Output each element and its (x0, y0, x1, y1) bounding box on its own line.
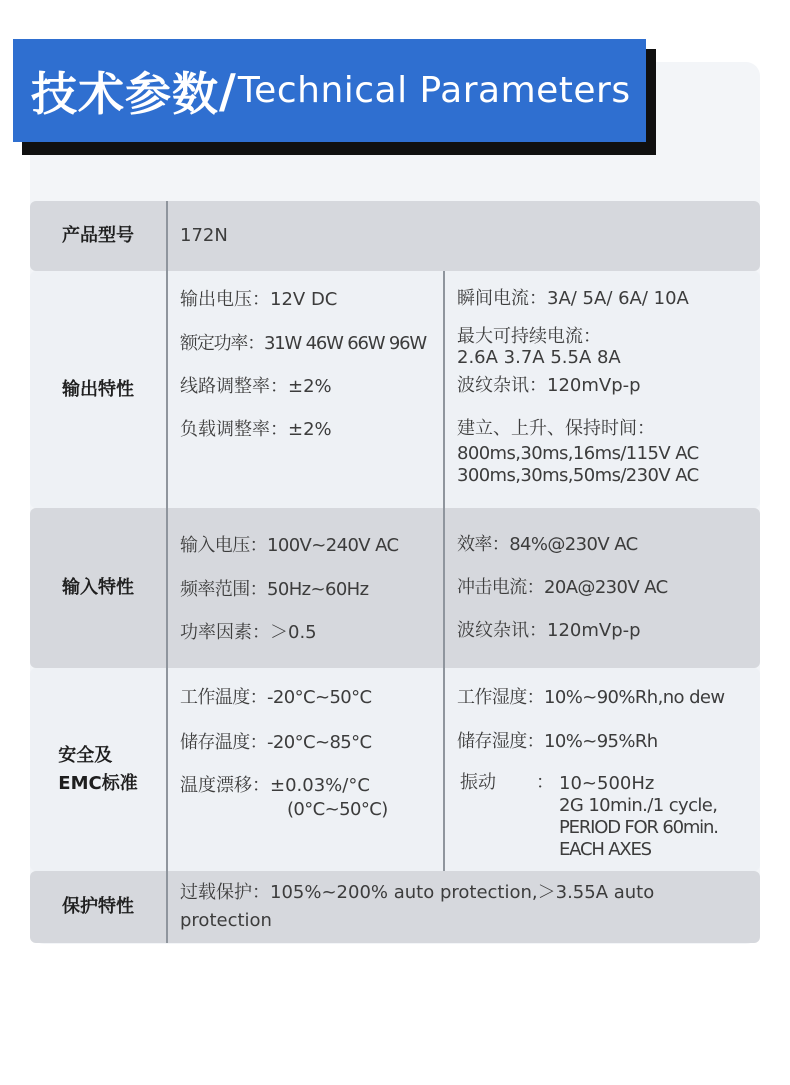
model-label: 产品型号 (62, 225, 134, 246)
temperature-drift: 温度漂移：±0.03%/°C (180, 775, 370, 796)
divider (443, 668, 445, 871)
divider (443, 271, 445, 508)
working-humidity: 工作湿度：10%~90%Rh,no dew (457, 687, 725, 708)
frequency-range: 频率范围：50Hz~60Hz (180, 579, 369, 600)
output-ripple: 波纹杂讯：120mVp-p (457, 375, 641, 396)
input-label: 输入特性 (62, 577, 134, 598)
input-ripple: 波纹杂讯：120mVp-p (457, 620, 641, 641)
working-temperature: 工作温度：-20°C~50°C (180, 687, 372, 708)
timing-230v: 300ms,30ms,50ms/230V AC (457, 465, 699, 486)
model-value: 172N (180, 225, 228, 246)
inrush-current: 冲击电流：20A@230V AC (457, 577, 668, 598)
safety-label (30, 668, 166, 871)
divider (166, 871, 168, 943)
timing-115v: 800ms,30ms,16ms/115V AC (457, 443, 699, 464)
title-cn: 技术参数 (31, 66, 219, 121)
vibration-g: 2G 10min./1 cycle, (559, 795, 718, 816)
vibration-axes: EACH AXES (559, 839, 651, 860)
power-factor: 功率因素：＞0.5 (180, 622, 317, 643)
title-slash: / (219, 63, 236, 118)
vibration-label: 振动 (460, 772, 496, 793)
model-row (30, 201, 760, 271)
storage-temperature: 储存温度：-20°C~85°C (180, 732, 372, 753)
protection-row (30, 871, 760, 943)
temperature-drift-range: (0°C~50°C) (287, 799, 388, 820)
divider (166, 201, 168, 271)
safety-label-line2: EMC标准 (58, 772, 138, 794)
overload-protection: 过载保护：105%~200% auto protection,＞3.55A auto (180, 882, 655, 903)
continuous-current-label: 最大可持续电流： (457, 326, 601, 347)
peak-current: 瞬间电流：3A/ 5A/ 6A/ 10A (457, 288, 689, 309)
output-row (30, 271, 760, 508)
vibration-period: PERIOD FOR 60min. (559, 817, 718, 838)
safety-row (30, 668, 760, 871)
vibration-colon: ： (536, 772, 554, 793)
title-banner (13, 39, 646, 142)
overload-protection-cont: protection (180, 910, 272, 931)
timing-label: 建立、上升、保持时间： (457, 418, 655, 439)
divider (443, 508, 445, 668)
divider (166, 508, 168, 668)
storage-humidity: 储存湿度：10%~95%Rh (457, 731, 658, 752)
vibration-range: 10~500Hz (559, 773, 655, 794)
input-row (30, 508, 760, 668)
continuous-current-values: 2.6A 3.7A 5.5A 8A (457, 347, 621, 368)
divider (166, 668, 168, 871)
input-voltage: 输入电压：100V~240V AC (180, 535, 399, 556)
divider (166, 271, 168, 508)
output-label: 输出特性 (62, 378, 134, 400)
efficiency: 效率：84%@230V AC (457, 534, 638, 555)
title-en: Technical Parameters (237, 70, 631, 111)
protection-label: 保护特性 (62, 896, 134, 917)
output-voltage: 输出电压：12V DC (180, 289, 338, 310)
safety-label-line1: 安全及 (58, 744, 113, 766)
load-regulation: 负载调整率：±2% (180, 419, 332, 440)
rated-power: 额定功率：31W 46W 66W 96W (180, 333, 426, 354)
line-regulation: 线路调整率：±2% (180, 376, 332, 397)
